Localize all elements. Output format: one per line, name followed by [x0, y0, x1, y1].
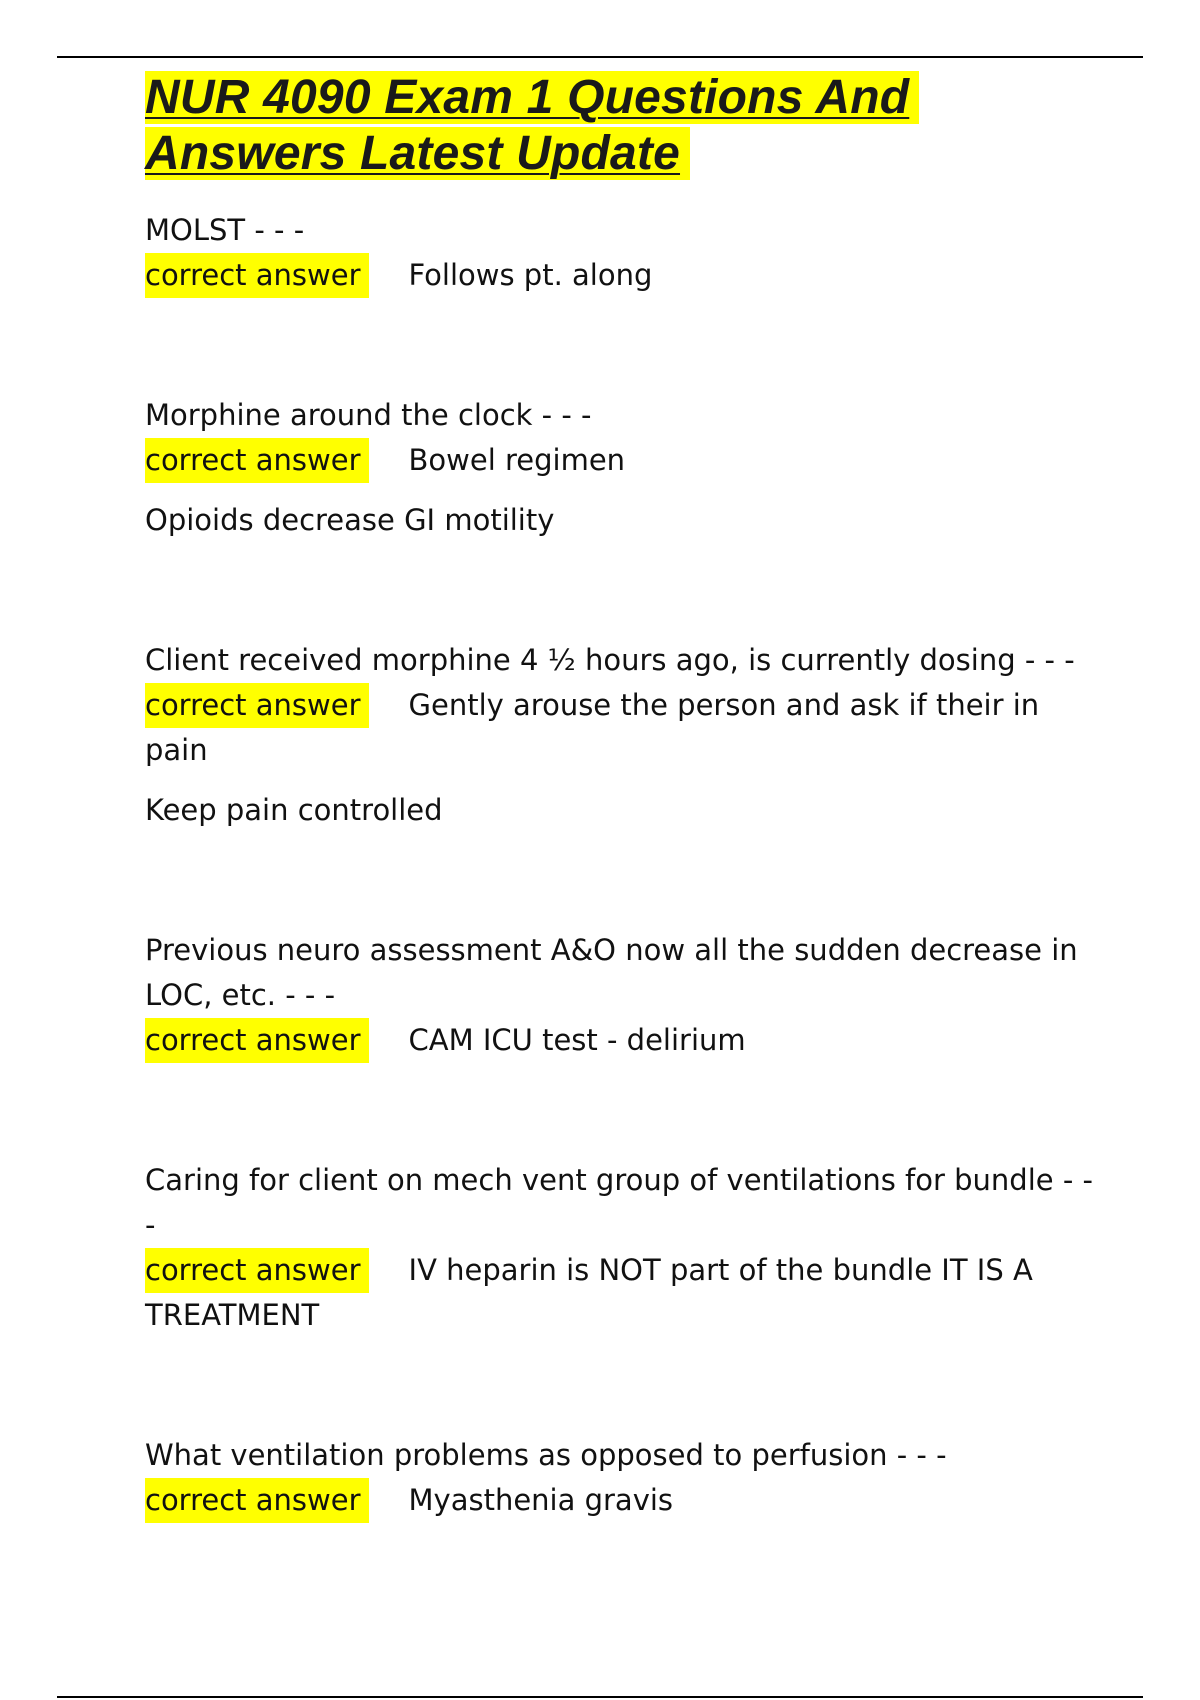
qa-item: [145, 638, 1105, 833]
answer-text: Follows pt. along: [408, 258, 653, 292]
qa-item: [145, 393, 1105, 543]
question-text: Morphine around the clock - - -: [145, 398, 592, 432]
correct-answer-tag: correct answer: [145, 1018, 369, 1063]
answer-text: CAM ICU test - delirium: [408, 1023, 746, 1057]
answer-text: IV heparin is NOT part of the bundle IT IS A TREATMENT: [145, 1253, 1033, 1332]
qa-item: [145, 1433, 1105, 1523]
answer-line: [145, 1248, 1105, 1338]
answer-line: [145, 1478, 1105, 1523]
title-line-2: Answers Latest Update: [145, 127, 690, 180]
answer-text: Myasthenia gravis: [408, 1483, 674, 1517]
correct-answer-tag: correct answer: [145, 253, 369, 298]
question-text: Caring for client on mech vent group of ventilations for bundle - - -: [145, 1163, 1093, 1242]
answer-line: [145, 253, 1105, 298]
top-rule: [57, 56, 1143, 58]
document-body: [145, 70, 1105, 1523]
question-text: MOLST - - -: [145, 213, 305, 247]
correct-answer-tag: correct answer: [145, 683, 369, 728]
correct-answer-tag: correct answer: [145, 1248, 369, 1293]
answer-note: Keep pain controlled: [145, 793, 443, 827]
answer-line: [145, 1018, 1105, 1063]
qa-item: [145, 1158, 1105, 1338]
correct-answer-tag: correct answer: [145, 438, 369, 483]
answer-note: Opioids decrease GI motility: [145, 503, 555, 537]
title-line-1: NUR 4090 Exam 1 Questions And: [145, 71, 919, 124]
correct-answer-tag: correct answer: [145, 1478, 369, 1523]
answer-text: Bowel regimen: [408, 443, 626, 477]
bottom-rule: [57, 1696, 1143, 1698]
answer-line: [145, 438, 1105, 483]
answer-text: Gently arouse the person and ask if their in pain: [145, 688, 1040, 767]
answer-line: [145, 683, 1105, 773]
qa-item: [145, 928, 1105, 1063]
question-text: Client received morphine 4 ½ hours ago, is currently dosing - - -: [145, 643, 1075, 677]
qa-item: [145, 208, 1105, 298]
question-text: Previous neuro assessment A&O now all the sudden decrease in LOC, etc. - - -: [145, 933, 1078, 1012]
document-title: [145, 70, 1105, 182]
question-text: What ventilation problems as opposed to perfusion - - -: [145, 1438, 947, 1472]
